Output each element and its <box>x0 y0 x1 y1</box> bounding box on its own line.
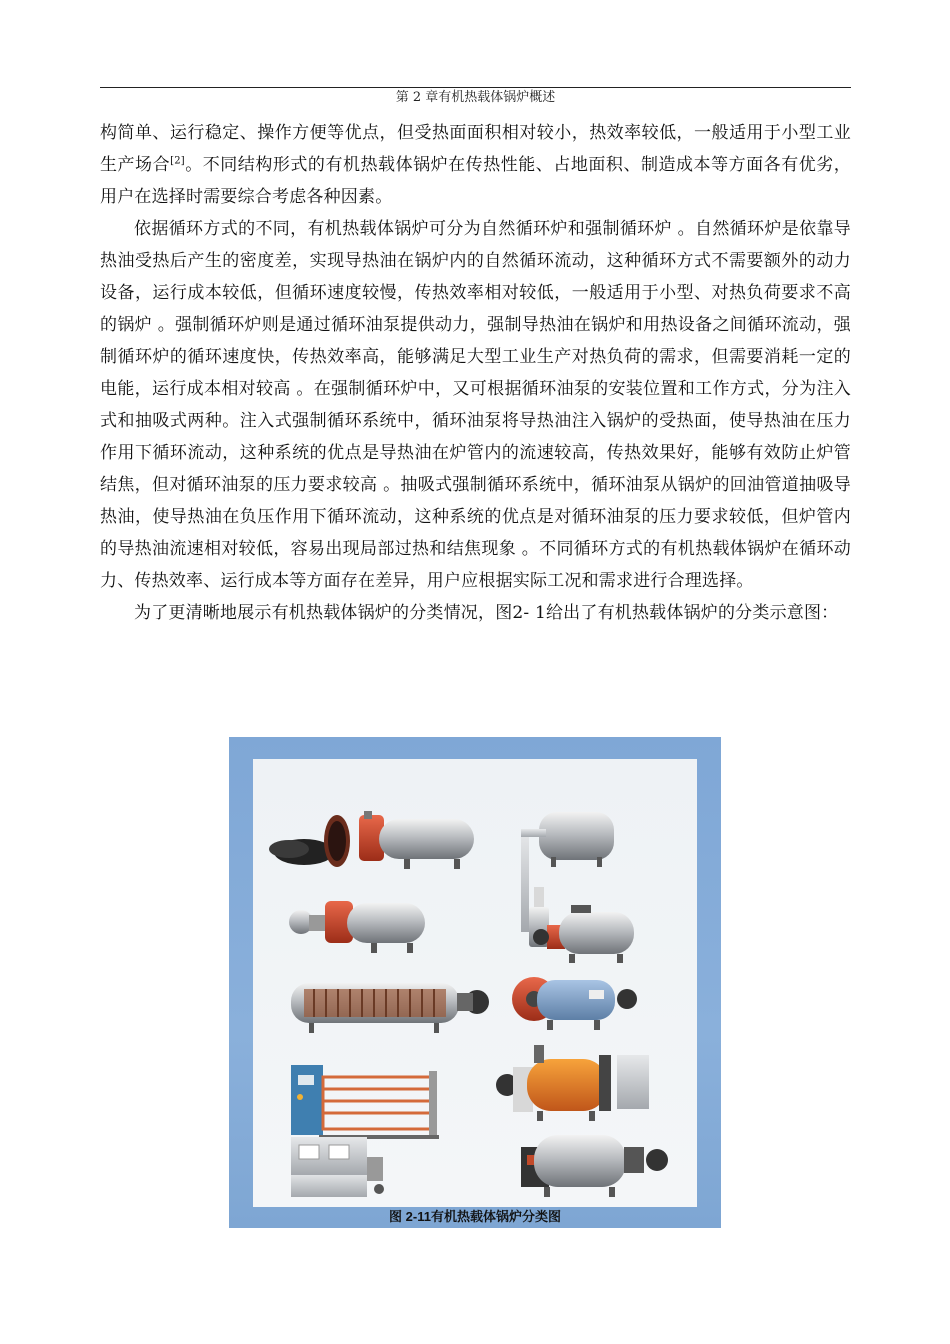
control-cabinet-icon <box>291 1137 384 1197</box>
figure-boiler-classification <box>229 737 721 1228</box>
boiler-steel-burner-icon <box>521 1135 668 1197</box>
boiler-red-cylinder-icon <box>512 977 637 1030</box>
boiler-orange-icon <box>496 1045 649 1121</box>
figure-caption: 图 2-11有机热载体锅炉分类图 <box>389 1209 561 1224</box>
boiler-illustrations <box>229 737 721 1207</box>
boiler-horizontal-icon <box>289 901 425 953</box>
boiler-coal-fired-icon <box>269 811 474 869</box>
paragraph-continued <box>100 117 851 213</box>
electric-heater-icon <box>291 1065 439 1139</box>
running-header: 第 2 章有机热载体锅炉概述 <box>395 90 556 105</box>
citation-ref: [2] <box>170 155 185 167</box>
paragraph-2: 依据循环方式的不同，有机热载体锅炉可分为自然循环炉和强制循环炉 。自然循环炉是依靠导热油受热后产生的密度差，实现导热油在锅炉内的自然循环流动，这种循环方式不需要额外的动力设备，运行成本较低，但循环速度较慢，传热效率相对较低，一般适用于小型、对热负荷要求不高的锅炉 。强制循环炉则是通过循环油泵提供动力，强制导热油在锅炉和用热设备之间循环流动，强制循环炉的循环速度快，传热效率高，能够满足大型工业生产对热负荷的需求，但需要消耗一定的电能，运行成本相对较高 。在强制循环炉中，又可根据循环油泵的安装位置和工作方式，分为注入式和抽吸式两种。注入式强制循环系统中，循环油泵将导热油注入锅炉的受热面，使导热油在压力作用下循环流动，这种系统的优点是导热油在炉管内的流速较高，传热效果好，能够有效防止炉管结焦，但对循环油泵的压力要求较高 。抽吸式强制循环系统中，循环油泵从锅炉的回油管道抽吸导热油，使导热油在负压作用下循环流动，这种系统的优点是对循环油泵的压力要求较低，但炉管内的导热油流速相对较低，容易出现局部过热和结焦现象 。不同循环方式的有机热载体锅炉在循环动力、传热效率、运行成本等方面存在差异，用户应根据实际工况和需求进行合理选择。 <box>100 219 851 591</box>
paragraph-1-text-cont: 。不同结构形式的有机热载体锅炉在传热性能、占地面积、制造成本等方面各有优劣，用户在选择时需要综合考虑各种因素。 <box>100 155 851 207</box>
header-rule <box>100 87 851 88</box>
paragraph-1-text: 构简单、运行稳定、操作方便等优点，但受热面面积相对较小，热效率较低，一般适用于小型工业生产场合 <box>100 123 851 175</box>
boiler-coil-icon <box>291 983 489 1033</box>
body-text <box>100 117 851 629</box>
paragraph-3: 为了更清晰地展示有机热载体锅炉的分类情况，图2- 1给出了有机热载体锅炉的分类示意图： <box>134 603 839 623</box>
